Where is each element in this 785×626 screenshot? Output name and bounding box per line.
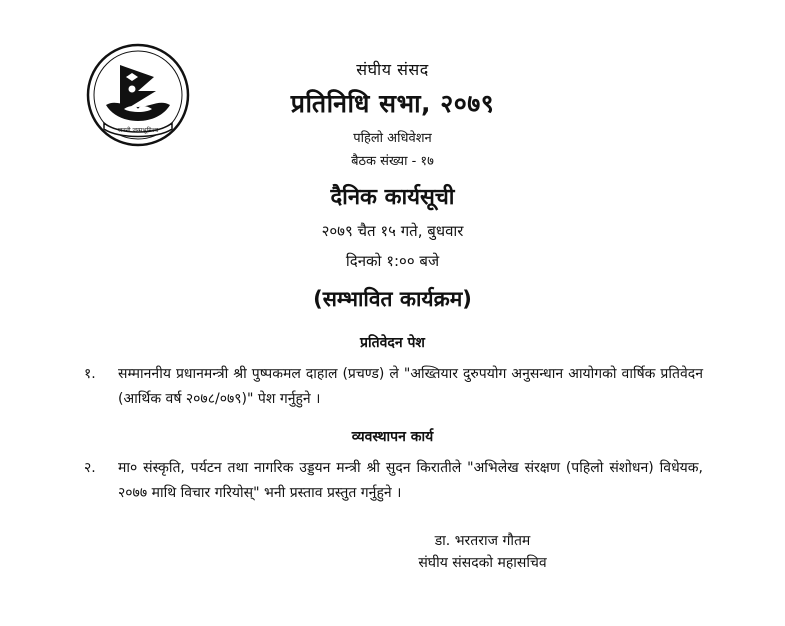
agenda-item-text: सम्माननीय प्रधानमन्त्री श्री पुष्पकमल दाहाल (प्रचण्ड) ले "अख्तियार दुरुपयोग अनुसन्धान आयोगको वार्षिक प्रतिवेदन (आर्थिक वर्ष २०७८/०७९)" पेश गर्नुहुने । [118, 366, 703, 407]
signature-block [70, 531, 715, 572]
svg-text:जननी जन्मभूमिश्च: जननी जन्मभूमिश्च [117, 127, 159, 134]
header-line-time: दिनको १:०० बजे [345, 252, 440, 270]
header-line-organization: संघीय संसद [356, 60, 429, 79]
section-title-report-submission: प्रतिवेदन पेश [360, 335, 425, 351]
page-title: प्रतिनिधि सभा, २०७९ [290, 89, 495, 118]
header-line-session: पहिलो अधिवेशन [353, 131, 432, 146]
header-line-meeting-number: बैठक संख्या - १७ [351, 154, 434, 169]
signatory-name: डा. भरतराज गौतम [434, 533, 531, 549]
agenda-item [70, 362, 715, 411]
header-line-date: २०७९ चैत १५ गते, बुधवार [321, 222, 464, 240]
agenda-item-number: १. [84, 366, 96, 382]
section-title-legislative-business: व्यवस्थापन कार्य [351, 429, 434, 445]
agenda-item-number: २. [84, 460, 96, 476]
header-line-agenda-title: दैनिक कार्यसूची [330, 185, 455, 210]
agenda-item [70, 456, 715, 505]
signatory-title: संघीय संसदको महासचिव [418, 555, 547, 571]
agenda-item-text: मा० संस्कृति, पर्यटन तथा नागरिक उड्डयन मन्त्री श्री सुदन किरातीले "अभिलेख संरक्षण (पहिलो संशोधन) विधेयक, २०७७ माथि विचार गरियोस्" भनी प्रस्ताव प्रस्तुत गर्नुहुने । [118, 460, 703, 501]
header-line-tentative-program: (सम्भावित कार्यक्रम) [313, 287, 472, 311]
nepal-national-emblem-icon [86, 43, 190, 147]
